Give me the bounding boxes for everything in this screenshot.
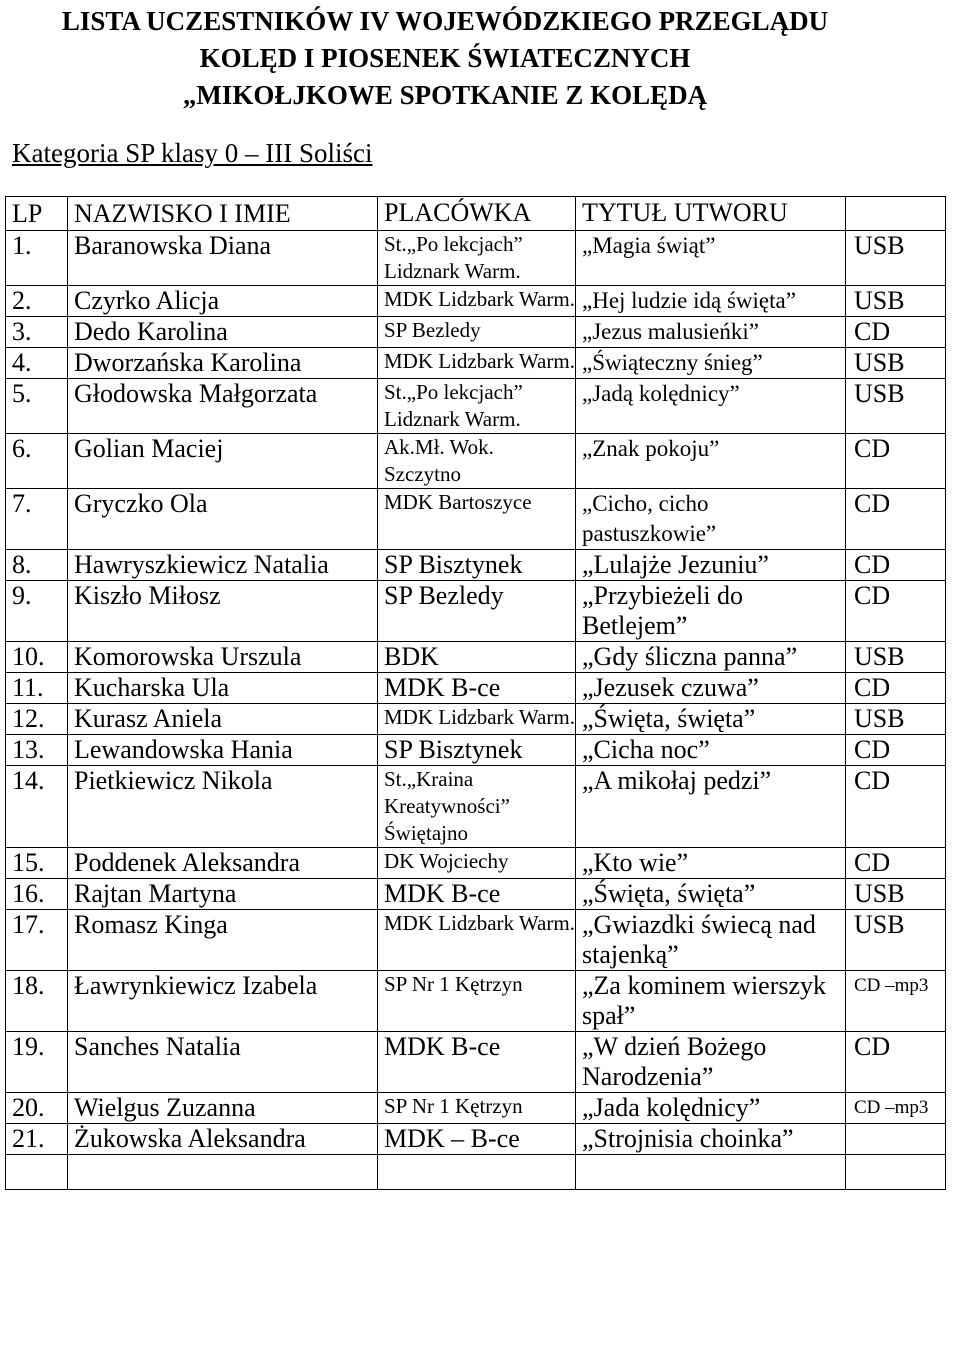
row-title: „A mikołaj pedzi” — [576, 766, 846, 848]
row-place: SP Nr 1 Kętrzyn — [378, 971, 576, 1032]
row-name: Rajtan Martyna — [68, 879, 378, 910]
row-media: USB — [846, 286, 946, 317]
row-place: St.„Po lekcjach” Lidznark Warm. — [378, 379, 576, 434]
row-title: „Jezusek czuwa” — [576, 673, 846, 704]
row-name: Golian Maciej — [68, 434, 378, 489]
row-place: MDK Bartoszyce — [378, 489, 576, 550]
row-lp: 7. — [6, 489, 68, 550]
title-line: „MIKOŁJKOWE SPOTKANIE Z KOLĘDĄ — [182, 80, 708, 110]
row-title: „Jadą kolędnicy” — [576, 379, 846, 434]
table-row — [6, 581, 946, 642]
header-media — [846, 197, 946, 231]
table-row — [6, 550, 946, 581]
row-title: „Gwiazdki świecą nad stajenką” — [576, 910, 846, 971]
row-title: „Jada kolędnicy” — [576, 1093, 846, 1124]
row-name: Hawryszkiewicz Natalia — [68, 550, 378, 581]
row-media: CD — [846, 766, 946, 848]
row-title: „Przybieżeli do Betlejem” — [576, 581, 846, 642]
row-title: „Magia świąt” — [576, 231, 846, 286]
row-media: CD –mp3 — [846, 971, 946, 1032]
row-place: BDK — [378, 642, 576, 673]
table-row-empty — [6, 1155, 946, 1190]
row-title: „Strojnisia choinka” — [576, 1124, 846, 1155]
row-lp: 15. — [6, 848, 68, 879]
row-title: „Gdy śliczna panna” — [576, 642, 846, 673]
row-title: „Cicha noc” — [576, 735, 846, 766]
row-name: Poddenek Aleksandra — [68, 848, 378, 879]
row-place: MDK B-ce — [378, 673, 576, 704]
row-place: Ak.Mł. Wok. Szczytno — [378, 434, 576, 489]
row-place: MDK Lidzbark Warm. — [378, 286, 576, 317]
row-lp: 17. — [6, 910, 68, 971]
row-name: Kurasz Aniela — [68, 704, 378, 735]
table-row — [6, 848, 946, 879]
table-row — [6, 673, 946, 704]
row-media: USB — [846, 642, 946, 673]
row-place: MDK – B-ce — [378, 1124, 576, 1155]
row-place: St.„Kraina Kreatywności” Świętajno — [378, 766, 576, 848]
row-title: „W dzień Bożego Narodzenia” — [576, 1032, 846, 1093]
row-title: „Znak pokoju” — [576, 434, 846, 489]
row-media: USB — [846, 879, 946, 910]
row-place: DK Wojciechy — [378, 848, 576, 879]
empty-cell — [378, 1155, 576, 1190]
row-media: USB — [846, 348, 946, 379]
category-heading: Kategoria SP klasy 0 – III Soliści — [12, 138, 373, 168]
row-place: SP Bezledy — [378, 581, 576, 642]
row-name: Dedo Karolina — [68, 317, 378, 348]
table-row — [6, 766, 946, 848]
row-lp: 21. — [6, 1124, 68, 1155]
row-lp: 8. — [6, 550, 68, 581]
row-media: CD — [846, 317, 946, 348]
row-media: USB — [846, 704, 946, 735]
row-lp: 9. — [6, 581, 68, 642]
row-media: CD — [846, 735, 946, 766]
empty-cell — [6, 1155, 68, 1190]
row-name: Dworzańska Karolina — [68, 348, 378, 379]
row-media: CD — [846, 550, 946, 581]
table-row — [6, 1032, 946, 1093]
row-name: Romasz Kinga — [68, 910, 378, 971]
table-row — [6, 317, 946, 348]
row-lp: 16. — [6, 879, 68, 910]
row-name: Kiszło Miłosz — [68, 581, 378, 642]
row-place: SP Bisztynek — [378, 550, 576, 581]
row-place: MDK Lidzbark Warm. — [378, 704, 576, 735]
row-media — [846, 1124, 946, 1155]
table-row — [6, 910, 946, 971]
table-row — [6, 489, 946, 550]
row-place: MDK B-ce — [378, 879, 576, 910]
row-media: USB — [846, 231, 946, 286]
row-lp: 13. — [6, 735, 68, 766]
row-place: SP Bezledy — [378, 317, 576, 348]
table-row — [6, 642, 946, 673]
row-title: „Cicho, cicho pastuszkowie” — [576, 489, 846, 550]
table-row — [6, 1124, 946, 1155]
row-title: „Lulajże Jezuniu” — [576, 550, 846, 581]
title-line: KOLĘD I PIOSENEK ŚWIATECZNYCH — [199, 43, 691, 73]
row-lp: 11. — [6, 673, 68, 704]
row-lp: 10. — [6, 642, 68, 673]
header-title: TYTUŁ UTWORU — [576, 197, 846, 231]
row-name: Wielgus Zuzanna — [68, 1093, 378, 1124]
row-media: CD — [846, 581, 946, 642]
table-row — [6, 879, 946, 910]
row-lp: 6. — [6, 434, 68, 489]
row-lp: 18. — [6, 971, 68, 1032]
empty-cell — [576, 1155, 846, 1190]
row-media: USB — [846, 910, 946, 971]
row-title: „Kto wie” — [576, 848, 846, 879]
row-lp: 5. — [6, 379, 68, 434]
table-row — [6, 286, 946, 317]
row-media: USB — [846, 379, 946, 434]
row-place: SP Bisztynek — [378, 735, 576, 766]
empty-cell — [68, 1155, 378, 1190]
row-name: Czyrko Alicja — [68, 286, 378, 317]
empty-cell — [846, 1155, 946, 1190]
header-place: PLACÓWKA — [378, 197, 576, 231]
row-title: „Za kominem wierszyk spał” — [576, 971, 846, 1032]
row-media: CD — [846, 489, 946, 550]
title-line: LISTA UCZESTNIKÓW IV WOJEWÓDZKIEGO PRZEGLĄDU — [61, 6, 829, 36]
table-row — [6, 1093, 946, 1124]
row-place: MDK Lidzbark Warm. — [378, 910, 576, 971]
row-title: „Hej ludzie idą święta” — [576, 286, 846, 317]
row-lp: 4. — [6, 348, 68, 379]
row-name: Lewandowska Hania — [68, 735, 378, 766]
row-name: Komorowska Urszula — [68, 642, 378, 673]
row-place: St.„Po lekcjach” Lidznark Warm. — [378, 231, 576, 286]
row-title: „Święta, święta” — [576, 879, 846, 910]
row-lp: 2. — [6, 286, 68, 317]
header-lp: LP — [6, 197, 68, 231]
table-row — [6, 971, 946, 1032]
row-name: Sanches Natalia — [68, 1032, 378, 1093]
row-lp: 20. — [6, 1093, 68, 1124]
row-title: „Jezus malusieńki” — [576, 317, 846, 348]
row-title: „Świąteczny śnieg” — [576, 348, 846, 379]
row-name: Głodowska Małgorzata — [68, 379, 378, 434]
table-row — [6, 434, 946, 489]
table-row — [6, 735, 946, 766]
row-media: CD — [846, 848, 946, 879]
table-row — [6, 379, 946, 434]
table-row — [6, 348, 946, 379]
row-name: Pietkiewicz Nikola — [68, 766, 378, 848]
row-lp: 19. — [6, 1032, 68, 1093]
row-media: CD — [846, 673, 946, 704]
participants-table — [5, 196, 946, 1190]
row-media: CD — [846, 434, 946, 489]
row-name: Baranowska Diana — [68, 231, 378, 286]
table-row — [6, 231, 946, 286]
table-row — [6, 704, 946, 735]
row-media: CD — [846, 1032, 946, 1093]
row-media: CD –mp3 — [846, 1093, 946, 1124]
row-name: Kucharska Ula — [68, 673, 378, 704]
row-place: SP Nr 1 Kętrzyn — [378, 1093, 576, 1124]
row-title: „Święta, święta” — [576, 704, 846, 735]
document-title — [0, 3, 890, 114]
row-lp: 12. — [6, 704, 68, 735]
row-lp: 3. — [6, 317, 68, 348]
row-place: MDK Lidzbark Warm. — [378, 348, 576, 379]
header-name: NAZWISKO I IMIE — [68, 197, 378, 231]
table-header-row — [6, 197, 946, 231]
row-lp: 14. — [6, 766, 68, 848]
row-name: Gryczko Ola — [68, 489, 378, 550]
row-place: MDK B-ce — [378, 1032, 576, 1093]
row-name: Ławrynkiewicz Izabela — [68, 971, 378, 1032]
row-lp: 1. — [6, 231, 68, 286]
row-name: Żukowska Aleksandra — [68, 1124, 378, 1155]
